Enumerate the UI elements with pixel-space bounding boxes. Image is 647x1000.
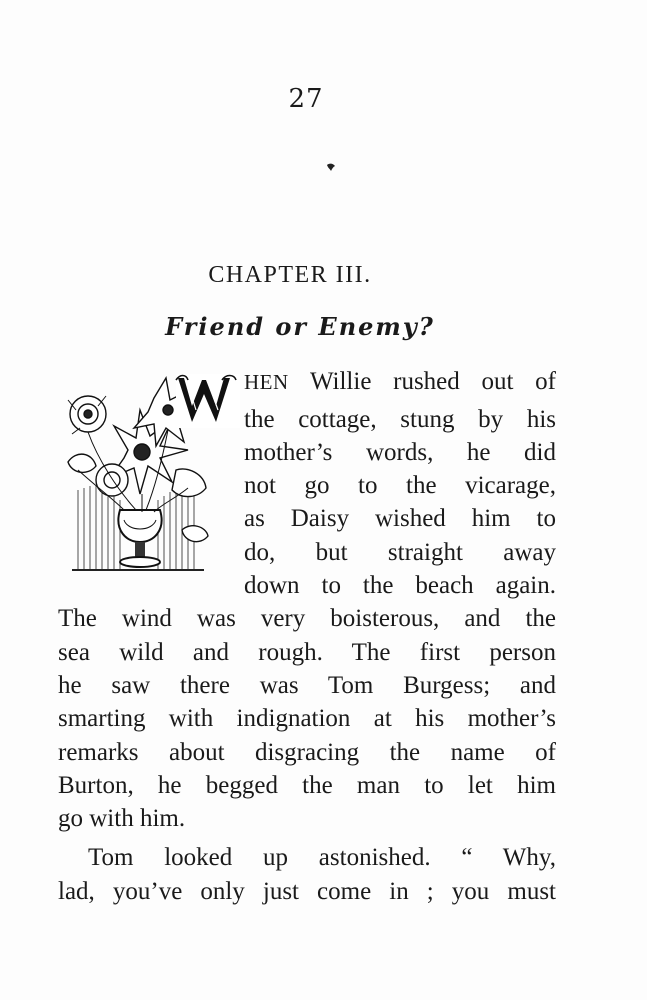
text-line: mother’s words, he did [244, 439, 556, 466]
chapter-title: CHAPTER III. [208, 262, 372, 288]
text-line-content: Willie rushed out of [309, 368, 556, 395]
text-line: the cottage, stung by his [244, 406, 556, 433]
text-line: he saw there was Tom Burgess; and [58, 672, 556, 699]
text-line: not go to the vicarage, [244, 472, 556, 499]
chapter-subtitle: Friend or Enemy? [165, 312, 435, 341]
fleuron-icon [325, 161, 337, 173]
text-line: do, but straight away [244, 539, 556, 566]
text-line: down to the beach again. [244, 572, 556, 599]
text-line: Tom looked up astonished. “ Why, [88, 844, 556, 871]
text-line: smarting with indignation at his mother’s [58, 705, 556, 732]
text-line: sea wild and rough. The first person [58, 639, 556, 666]
drop-cap-w [176, 374, 240, 428]
page-number: 27 [288, 84, 324, 114]
text-line: The wind was very boisterous, and the [58, 605, 556, 632]
text-line [244, 367, 556, 397]
text-line: as Daisy wished him to [244, 505, 556, 532]
text-line: Burton, he begged the man to let him [58, 772, 556, 799]
flower-vase-drop-cap-illustration [58, 370, 242, 580]
text-line: lad, you’ve only just come in ; you must [58, 878, 556, 905]
drop-cap-small-caps: HEN [244, 370, 289, 394]
text-line: remarks about disgracing the name of [58, 739, 556, 766]
text-line: go with him. [58, 805, 186, 832]
